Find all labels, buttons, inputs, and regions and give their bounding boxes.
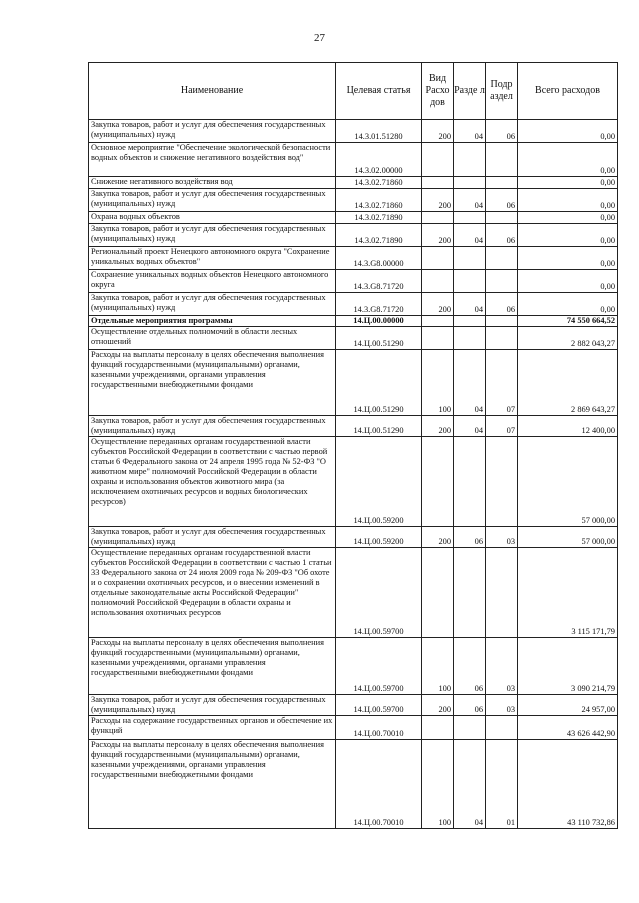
row-subsection: 06	[486, 293, 518, 316]
row-amount: 74 550 664,52	[518, 316, 618, 327]
row-target: 14.3.G8.71720	[336, 293, 422, 316]
header-target: Целевая статья	[336, 63, 422, 120]
row-name: Снижение негативного воздействия вод	[89, 177, 336, 189]
table-row	[89, 212, 618, 224]
row-target: 14.3.G8.00000	[336, 247, 422, 270]
row-name: Отдельные мероприятия программы	[89, 316, 336, 327]
row-subsection: 03	[486, 527, 518, 548]
row-target: 14.Ц.00.59700	[336, 548, 422, 638]
row-amount: 12 400,00	[518, 416, 618, 437]
row-section	[454, 716, 486, 740]
row-expense-type	[422, 437, 454, 527]
row-amount: 0,00	[518, 189, 618, 212]
row-amount: 2 869 643,27	[518, 350, 618, 416]
table-row	[89, 740, 618, 829]
header-expense-type: Вид Расхо дов	[422, 63, 454, 120]
row-expense-type: 200	[422, 527, 454, 548]
table-row	[89, 120, 618, 143]
table-body	[89, 120, 618, 829]
row-section: 06	[454, 638, 486, 695]
row-section	[454, 177, 486, 189]
table-row	[89, 350, 618, 416]
row-expense-type: 200	[422, 293, 454, 316]
row-amount: 0,00	[518, 224, 618, 247]
row-subsection: 06	[486, 120, 518, 143]
row-expense-type: 200	[422, 695, 454, 716]
row-amount: 57 000,00	[518, 437, 618, 527]
row-subsection	[486, 270, 518, 293]
row-expense-type	[422, 212, 454, 224]
row-subsection	[486, 437, 518, 527]
row-amount: 0,00	[518, 293, 618, 316]
table-header-row	[89, 63, 618, 120]
row-name: Расходы на выплаты персоналу в целях обеспечения выполнения функций государственными (муниципальными) органами, казенными учреждениями, органами управления государственными внебюджетными фондами	[89, 740, 336, 829]
row-section	[454, 437, 486, 527]
row-subsection: 07	[486, 416, 518, 437]
row-expense-type	[422, 247, 454, 270]
row-name: Закупка товаров, работ и услуг для обеспечения государственных (муниципальных) нужд	[89, 189, 336, 212]
row-expense-type: 200	[422, 189, 454, 212]
row-section	[454, 548, 486, 638]
row-name: Основное мероприятие "Обеспечение экологической безопасности водных объектов и снижение негативного воздействия вод"	[89, 143, 336, 177]
row-amount: 57 000,00	[518, 527, 618, 548]
table-row	[89, 270, 618, 293]
row-target: 14.Ц.00.70010	[336, 740, 422, 829]
row-amount: 0,00	[518, 177, 618, 189]
header-name: Наименование	[89, 63, 336, 120]
table-row	[89, 638, 618, 695]
row-subsection	[486, 548, 518, 638]
table-row	[89, 224, 618, 247]
row-target: 14.Ц.00.51290	[336, 327, 422, 350]
row-target: 14.3.02.71890	[336, 224, 422, 247]
row-expense-type	[422, 143, 454, 177]
table-row	[89, 189, 618, 212]
row-target: 14.Ц.00.51290	[336, 416, 422, 437]
row-section	[454, 327, 486, 350]
row-amount: 0,00	[518, 143, 618, 177]
row-subsection: 06	[486, 189, 518, 212]
row-name: Региональный проект Ненецкого автономного округа "Сохранение уникальных водных объектов"	[89, 247, 336, 270]
row-expense-type: 200	[422, 224, 454, 247]
row-target: 14.3.02.71860	[336, 189, 422, 212]
table-row	[89, 177, 618, 189]
row-name: Сохранение уникальных водных объектов Ненецкого автономного округа	[89, 270, 336, 293]
table-row	[89, 293, 618, 316]
row-target: 14.Ц.00.59700	[336, 695, 422, 716]
row-section: 06	[454, 695, 486, 716]
row-target: 14.Ц.00.70010	[336, 716, 422, 740]
row-target: 14.3.01.51280	[336, 120, 422, 143]
table-row	[89, 548, 618, 638]
row-name: Осуществление отдельных полномочий в области лесных отношений	[89, 327, 336, 350]
row-section	[454, 212, 486, 224]
row-target: 14.3.02.71890	[336, 212, 422, 224]
row-amount: 3 090 214,79	[518, 638, 618, 695]
row-amount: 24 957,00	[518, 695, 618, 716]
row-expense-type: 100	[422, 350, 454, 416]
row-target: 14.3.G8.71720	[336, 270, 422, 293]
table-row	[89, 695, 618, 716]
row-name: Расходы на выплаты персоналу в целях обеспечения выполнения функций государственными (муниципальными) органами, казенными учреждениями, органами управления государственными внебюджетными фондами	[89, 350, 336, 416]
row-section: 04	[454, 350, 486, 416]
header-total: Всего расходов	[518, 63, 618, 120]
row-section: 04	[454, 740, 486, 829]
row-expense-type: 200	[422, 416, 454, 437]
row-section: 04	[454, 120, 486, 143]
row-expense-type: 200	[422, 120, 454, 143]
table-row	[89, 437, 618, 527]
row-expense-type	[422, 177, 454, 189]
row-expense-type	[422, 327, 454, 350]
row-section: 04	[454, 189, 486, 212]
row-subsection: 07	[486, 350, 518, 416]
row-subsection: 01	[486, 740, 518, 829]
row-amount: 43 626 442,90	[518, 716, 618, 740]
row-amount: 0,00	[518, 212, 618, 224]
row-subsection	[486, 177, 518, 189]
row-name: Закупка товаров, работ и услуг для обеспечения государственных (муниципальных) нужд	[89, 224, 336, 247]
budget-table	[88, 62, 618, 829]
row-subsection: 03	[486, 638, 518, 695]
row-amount: 3 115 171,79	[518, 548, 618, 638]
row-name: Осуществление переданных органам государственной власти субъектов Российской Федерации в соответствии с частью первой статьи 6 Федерального закона от 24 апреля 1995 года № 52-ФЗ "О животном мире" полномочий Российской Федерации в области охраны и использования объектов животного мира (за исключением охотничьих ресурсов и водных биологических ресурсов)	[89, 437, 336, 527]
table-row	[89, 247, 618, 270]
row-target: 14.Ц.00.59700	[336, 638, 422, 695]
row-target: 14.3.02.00000	[336, 143, 422, 177]
table-row	[89, 527, 618, 548]
row-amount: 0,00	[518, 247, 618, 270]
row-expense-type	[422, 316, 454, 327]
row-section: 04	[454, 293, 486, 316]
table-row	[89, 316, 618, 327]
page-number: 27	[314, 32, 325, 44]
row-section	[454, 143, 486, 177]
row-name: Расходы на содержание государственных органов и обеспечение их функций	[89, 716, 336, 740]
row-expense-type: 100	[422, 740, 454, 829]
row-section: 04	[454, 416, 486, 437]
row-section	[454, 316, 486, 327]
row-expense-type	[422, 270, 454, 293]
row-section: 06	[454, 527, 486, 548]
row-name: Закупка товаров, работ и услуг для обеспечения государственных (муниципальных) нужд	[89, 416, 336, 437]
row-subsection	[486, 212, 518, 224]
header-section: Разде л	[454, 63, 486, 120]
row-name: Закупка товаров, работ и услуг для обеспечения государственных (муниципальных) нужд	[89, 527, 336, 548]
row-name: Охрана водных объектов	[89, 212, 336, 224]
row-target: 14.Ц.00.51290	[336, 350, 422, 416]
row-target: 14.3.02.71860	[336, 177, 422, 189]
row-subsection: 03	[486, 695, 518, 716]
row-expense-type	[422, 548, 454, 638]
row-section	[454, 247, 486, 270]
table-row	[89, 143, 618, 177]
row-name: Закупка товаров, работ и услуг для обеспечения государственных (муниципальных) нужд	[89, 293, 336, 316]
table-row	[89, 716, 618, 740]
row-name: Расходы на выплаты персоналу в целях обеспечения выполнения функций государственными (муниципальными) органами, казенными учреждениями, органами управления государственными внебюджетными фондами	[89, 638, 336, 695]
row-subsection	[486, 143, 518, 177]
row-amount: 0,00	[518, 270, 618, 293]
row-expense-type	[422, 716, 454, 740]
header-subsection: Подр аздел	[486, 63, 518, 120]
row-section	[454, 270, 486, 293]
row-subsection	[486, 316, 518, 327]
row-target: 14.Ц.00.00000	[336, 316, 422, 327]
row-subsection	[486, 327, 518, 350]
row-amount: 0,00	[518, 120, 618, 143]
row-subsection	[486, 716, 518, 740]
row-name: Осуществление переданных органам государственной власти субъектов Российской Федерации в соответствии с частью 1 статьи 33 Федерального закона от 24 июля 2009 года № 209-ФЗ "Об охоте и о сохранении охотничьих ресурсов, и о внесении изменений в отдельные законодательные акты Российской Федерации" полномочий Российской Федерации в области охраны и использования охотничьих ресурсов	[89, 548, 336, 638]
row-name: Закупка товаров, работ и услуг для обеспечения государственных (муниципальных) нужд	[89, 120, 336, 143]
row-name: Закупка товаров, работ и услуг для обеспечения государственных (муниципальных) нужд	[89, 695, 336, 716]
row-section: 04	[454, 224, 486, 247]
row-target: 14.Ц.00.59200	[336, 527, 422, 548]
row-target: 14.Ц.00.59200	[336, 437, 422, 527]
row-subsection: 06	[486, 224, 518, 247]
row-expense-type: 100	[422, 638, 454, 695]
row-subsection	[486, 247, 518, 270]
table-row	[89, 416, 618, 437]
row-amount: 43 110 732,86	[518, 740, 618, 829]
table-row	[89, 327, 618, 350]
row-amount: 2 882 043,27	[518, 327, 618, 350]
